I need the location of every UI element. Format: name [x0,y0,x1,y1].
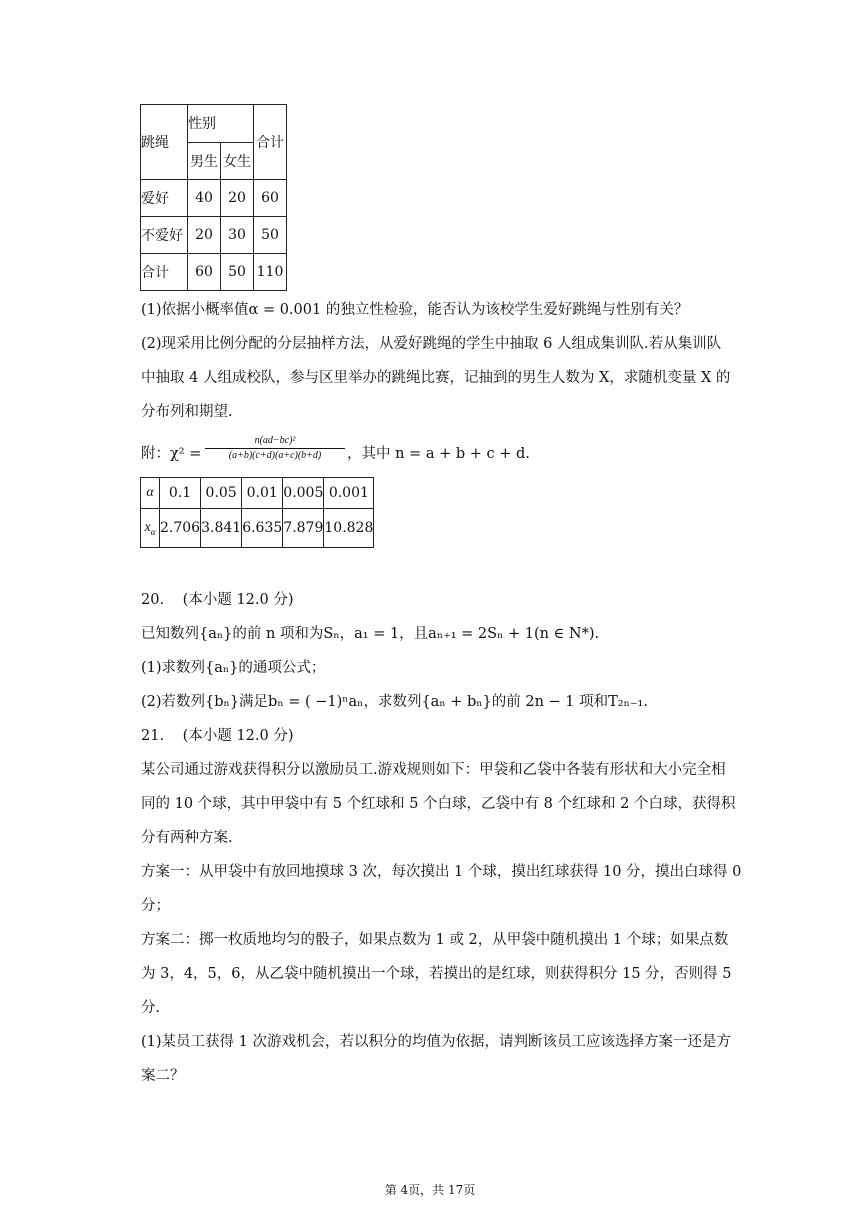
q19-part2-line2: 中抽取 4 人组成校队，参与区里举办的跳绳比赛，记抽到的男生人数为 X，求随机变量 X 的 [141,370,731,386]
q19-part2-line3: 分布列和期望. [141,404,233,420]
q21-line: 方案一：从甲袋中有放回地摸球 3 次，每次摸出 1 个球，摸出红球获得 10 分，摸出白球得 0 [141,864,742,880]
q21-line: 分有两种方案. [141,830,233,846]
q19-part1: (1)依据小概率值α = 0.001 的独立性检验，能否认为该校学生爱好跳绳与性别有关？ [141,302,689,318]
cell: 20 [188,217,221,254]
x-sub: α [150,526,156,537]
table-row [141,254,287,291]
row-label: 不爱好 [141,217,188,254]
cell: 3.841 [201,509,242,548]
q21-line: 同的 10 个球，其中甲袋中有 5 个红球和 5 个白球，乙袋中有 8 个红球和 2 个白球，获得积 [141,796,736,812]
cell: 0.005 [283,478,324,509]
table-row [141,478,374,509]
q19-part2-line1: (2)现采用比例分配的分层抽样方法，从爱好跳绳的学生中抽取 6 人组成集训队.若从集训队 [141,336,722,352]
q20-line1: 已知数列{aₙ}的前 n 项和为Sₙ，a₁ = 1，且aₙ₊₁ = 2Sₙ + 1(n ∈ N*). [141,626,600,642]
cell: 2.706 [160,509,201,548]
sub-header-male: 男生 [188,142,221,180]
total-header: 合计 [254,105,287,180]
q21-line: 案二？ [141,1068,185,1084]
critical-value-table [140,477,374,548]
q21-line: 某公司通过游戏获得积分以激励员工.游戏规则如下：甲袋和乙袋中各装有形状和大小完全相 [141,762,726,778]
table-row [141,509,374,548]
cell: 0.1 [160,478,201,509]
contingency-table [140,104,287,291]
row-header: 跳绳 [141,105,188,180]
cell: 6.635 [242,509,283,548]
q21-line: 分. [141,1000,161,1016]
q21-heading [141,726,294,746]
q21-number: 21. [141,728,165,744]
cell: 60 [254,180,287,217]
q20-heading [141,590,294,610]
row-label: 爱好 [141,180,188,217]
x-alpha-label [141,509,160,548]
q21-line: (1)某员工获得 1 次游戏机会，若以积分的均值为依据，请判断该员工应该选择方案一还是方 [141,1034,731,1050]
cell: 7.879 [283,509,324,548]
cell: 30 [221,217,254,254]
q20-number: 20. [141,592,165,608]
q20-line3: (2)若数列{bₙ}满足bₙ = ( −1)ⁿaₙ，求数列{aₙ + bₙ}的前 2n − 1 项和T₂ₙ₋₁. [141,694,648,710]
row-label: 合计 [141,254,188,291]
table-row [141,180,287,217]
cell: 110 [254,254,287,291]
q21-line: 为 3，4，5，6，从乙袋中随机摸出一个球，若摸出的是红球，则获得积分 15 分，否则得 5 [141,966,732,982]
group-header: 性别 [188,105,254,143]
cell: 50 [254,217,287,254]
alpha-label: α [141,478,160,509]
q20-line2: (1)求数列{aₙ}的通项公式； [141,660,326,676]
cell: 50 [221,254,254,291]
formula-denominator: (a+b)(c+d)(a+c)(b+d) [205,448,345,463]
cell: 10.828 [324,509,374,548]
cell: 40 [188,180,221,217]
page-footer: 第 4页，共 17页 [384,1183,476,1197]
table-row [141,217,287,254]
x-label: x [144,520,151,536]
formula-suffix: ，其中 n = a + b + c + d. [347,446,530,462]
cell: 20 [221,180,254,217]
q21-line: 方案二：掷一枚质地均匀的骰子，如果点数为 1 或 2，从甲袋中随机摸出 1 个球；如果点数 [141,932,729,948]
q21-line: 分； [141,898,170,914]
q20-score: (本小题 12.0 分) [182,592,294,608]
cell: 0.01 [242,478,283,509]
formula-fraction [205,434,345,463]
formula-numerator: n(ad−bc)² [254,435,296,446]
cell: 60 [188,254,221,291]
cell: 0.05 [201,478,242,509]
sub-header-female: 女生 [221,142,254,180]
formula-prefix: 附：χ² = [141,446,202,462]
q21-score: (本小题 12.0 分) [182,728,294,744]
cell: 0.001 [324,478,374,509]
